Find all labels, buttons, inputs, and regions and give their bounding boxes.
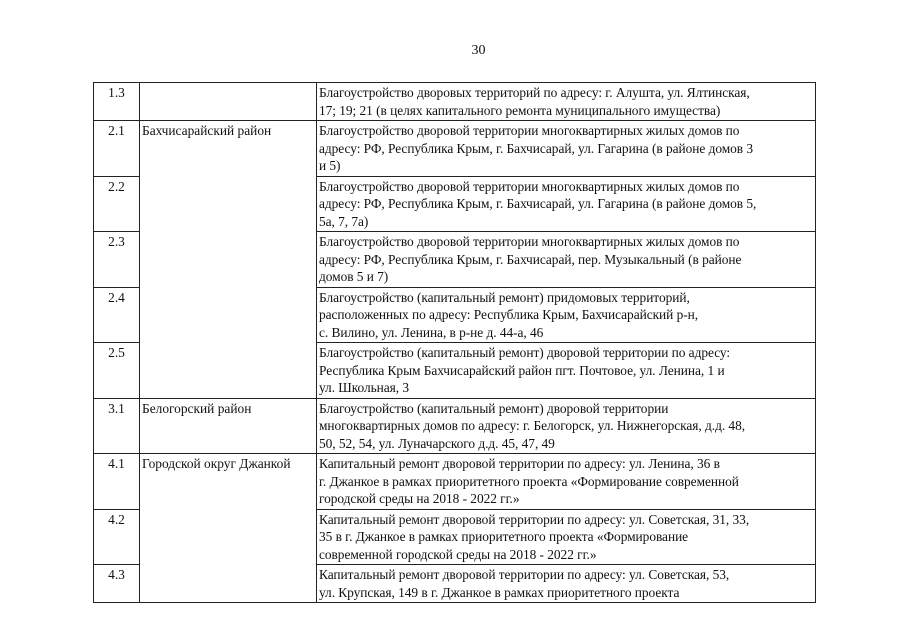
description-line: Капитальный ремонт дворовой территории по адресу: ул. Советская, 53,	[319, 567, 730, 582]
description-cell	[317, 287, 816, 343]
description-cell	[317, 83, 816, 121]
table-row	[94, 83, 816, 121]
description-line: ул. Крупская, 149 в г. Джанкое в рамках приоритетного проекта	[319, 584, 680, 600]
description-line: ул. Школьная, 3	[319, 380, 410, 395]
description-line: расположенных по адресу: Республика Крым, Бахчисарайский р-н,	[319, 307, 699, 322]
description-line: 50, 52, 54, ул. Луначарского д.д. 45, 47, 49	[319, 435, 555, 451]
description-cell	[317, 121, 816, 177]
table-row	[94, 398, 816, 454]
row-number: 3.1	[94, 398, 140, 454]
row-number: 4.2	[94, 509, 140, 565]
description-line: и 5)	[319, 158, 341, 173]
row-number: 4.3	[94, 565, 140, 603]
description-line: Благоустройство (капитальный ремонт) придомовых территорий,	[319, 289, 690, 305]
region-cell	[140, 83, 317, 121]
description-line: г. Джанкое в рамках приоритетного проекта «Формирование современной	[319, 473, 739, 489]
description-line: современной городской среды на 2018 - 2022 гг.»	[319, 546, 597, 562]
row-number: 1.3	[94, 83, 140, 121]
description-line: адресу: РФ, Республика Крым, г. Бахчисарай, ул. Гагарина (в районе домов 3	[319, 140, 754, 156]
description-cell	[317, 232, 816, 288]
region-cell: Бахчисарайский район	[140, 121, 317, 399]
description-line: Благоустройство дворовых территорий по адресу: г. Алушта, ул. Ялтинская,	[319, 85, 750, 100]
row-number: 2.1	[94, 121, 140, 177]
description-line: Благоустройство (капитальный ремонт) дворовой территории по адресу:	[319, 345, 731, 360]
region-cell: Белогорский район	[140, 398, 317, 454]
description-line: Капитальный ремонт дворовой территории по адресу: ул. Ленина, 36 в	[319, 456, 720, 471]
page-number: 30	[471, 43, 486, 58]
improvement-objects-table	[93, 82, 816, 603]
description-cell	[317, 176, 816, 232]
description-line: Благоустройство дворовой территории многоквартирных жилых домов по	[319, 234, 740, 249]
description-line: 17; 19; 21 (в целях капитального ремонта муниципального имущества)	[319, 102, 721, 118]
table-row	[94, 121, 816, 177]
description-line: адресу: РФ, Республика Крым, г. Бахчисарай, ул. Гагарина (в районе домов 5,	[319, 196, 757, 211]
row-number: 4.1	[94, 454, 140, 510]
description-line: 5а, 7, 7а)	[319, 213, 369, 229]
description-line: Капитальный ремонт дворовой территории по адресу: ул. Советская, 31, 33,	[319, 511, 750, 527]
description-line: Благоустройство дворовой территории многоквартирных жилых домов по	[319, 178, 740, 194]
description-cell	[317, 454, 816, 510]
description-cell	[317, 398, 816, 454]
description-line: Благоустройство (капитальный ремонт) дворовой территории	[319, 400, 669, 416]
description-line: 35 в г. Джанкое в рамках приоритетного проекта «Формирование	[319, 529, 689, 544]
description-line: Республика Крым Бахчисарайский район пгт. Почтовое, ул. Ленина, 1 и	[319, 362, 725, 378]
description-line: многоквартирных домов по адресу: г. Белогорск, ул. Нижнегорская, д.д. 48,	[319, 418, 746, 433]
row-number: 2.5	[94, 343, 140, 399]
description-cell	[317, 343, 816, 399]
row-number: 2.2	[94, 176, 140, 232]
row-number: 2.4	[94, 287, 140, 343]
description-cell	[317, 565, 816, 603]
table-row	[94, 454, 816, 510]
description-line: городской среды на 2018 - 2022 гг.»	[319, 491, 520, 506]
description-cell	[317, 509, 816, 565]
region-cell: Городской округ Джанкой	[140, 454, 317, 603]
description-line: Благоустройство дворовой территории многоквартирных жилых домов по	[319, 123, 740, 138]
description-line: адресу: РФ, Республика Крым, г. Бахчисарай, пер. Музыкальный (в районе	[319, 251, 742, 267]
description-line: домов 5 и 7)	[319, 269, 389, 284]
row-number: 2.3	[94, 232, 140, 288]
description-line: с. Вилино, ул. Ленина, в р-не д. 44-а, 46	[319, 324, 544, 340]
